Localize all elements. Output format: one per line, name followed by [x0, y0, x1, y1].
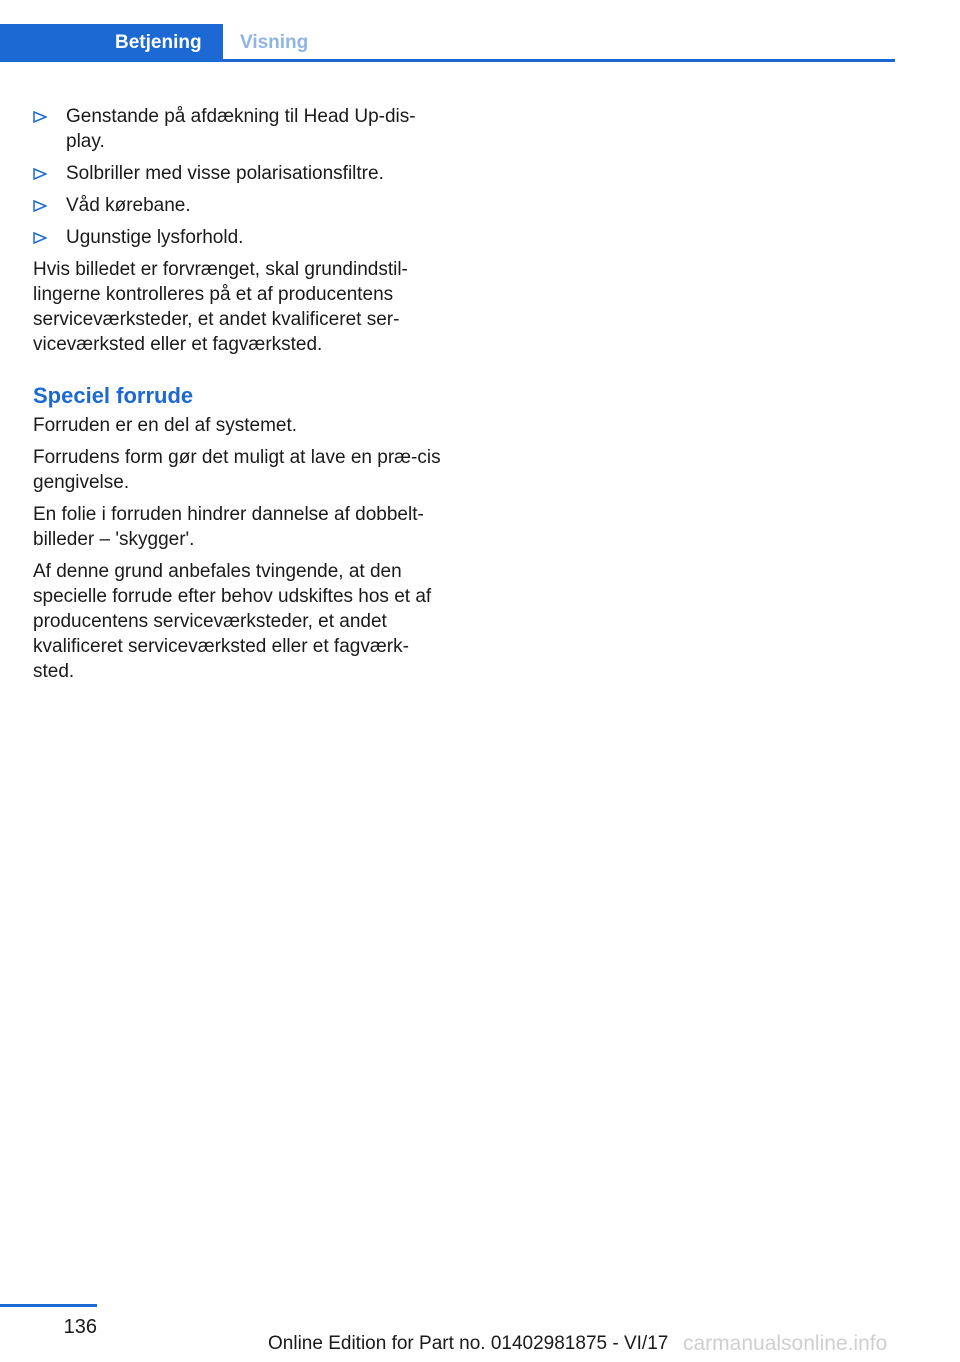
triangle-bullet-icon	[33, 232, 47, 244]
intro-paragraph: Hvis billedet er forvrænget, skal grundindstil-lingerne kontrolleres på et af producentens serviceværksteder, et andet kvalificeret ser-viceværksted eller et fagværksted.	[33, 259, 408, 355]
triangle-bullet-icon	[33, 168, 47, 180]
bullet-list	[33, 104, 445, 250]
tab-visning[interactable]: Visning	[240, 32, 309, 53]
triangle-bullet-icon	[33, 200, 47, 212]
list-item-text: Solbriller med visse polarisationsfiltre.	[66, 163, 384, 184]
list-item	[33, 193, 445, 218]
section-paragraph: En folie i forruden hindrer dannelse af dobbelt-billeder – 'skygger'.	[33, 504, 424, 550]
header-divider	[223, 59, 895, 62]
edition-note: Online Edition for Part no. 01402981875 - VI/17	[268, 1333, 669, 1354]
list-item	[33, 225, 445, 250]
page-header	[0, 24, 895, 62]
section-paragraph: Af denne grund anbefales tvingende, at den specielle forrude efter behov udskiftes hos et af producentens serviceværksteder, et andet kvalificeret serviceværksted eller et fagværk-sted.	[33, 561, 432, 682]
list-item	[33, 104, 445, 154]
section-paragraph: Forruden er en del af systemet.	[33, 415, 298, 436]
list-item-text: Våd kørebane.	[66, 195, 191, 216]
page-number: 136	[63, 1316, 97, 1338]
triangle-bullet-icon	[33, 111, 47, 123]
footer-divider	[0, 1304, 97, 1307]
watermark: carmanualsonline.info	[683, 1332, 888, 1355]
list-item-text: Ugunstige lysforhold.	[66, 227, 244, 248]
section-paragraph: Forrudens form gør det muligt at lave en præ-cis gengivelse.	[33, 447, 441, 493]
list-item-text: Genstande på afdækning til Head Up-dis-play.	[66, 106, 416, 152]
list-item	[33, 161, 445, 186]
main-content	[33, 104, 445, 691]
tab-betjening[interactable]: Betjening	[0, 24, 223, 62]
section-heading: Speciel forrude	[33, 383, 194, 408]
